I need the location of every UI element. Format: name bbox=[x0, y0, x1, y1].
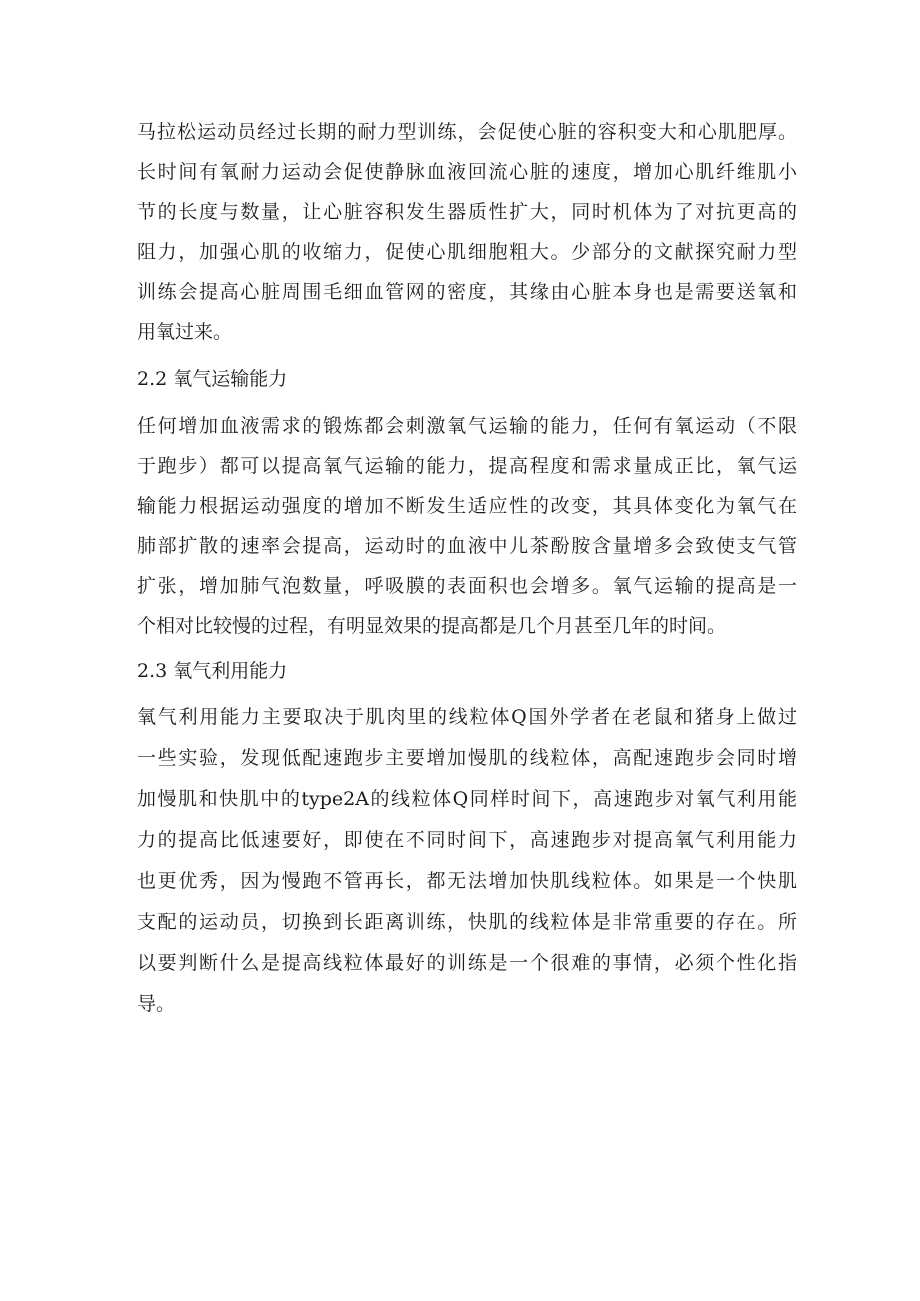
text-line: 个相对比较慢的过程，有明显效果的提高都是几个月甚至几年的时间。 bbox=[137, 615, 727, 637]
section-heading-2-3: 2.3 氧气利用能力 bbox=[137, 660, 288, 682]
text-line: 输能力根据运动强度的增加不断发生适应性的改变，其具体变化为氧气在 bbox=[137, 495, 797, 517]
text-line: 任何增加血液需求的锻炼都会刺激氧气运输的能力，任何有氧运动（不限 bbox=[137, 415, 797, 437]
text-line: 氧气利用能力主要取决于肌肉里的线粒体Q国外学者在老鼠和猪身上做过 bbox=[137, 706, 797, 728]
section-heading-2-2: 2.2 氧气运输能力 bbox=[137, 368, 288, 390]
text-line: 支配的运动员，切换到长距离训练，快肌的线粒体是非常重要的存在。所 bbox=[137, 911, 797, 933]
text-line: 扩张，增加肺气泡数量，呼吸膜的表面积也会增多。氧气运输的提高是一 bbox=[137, 575, 797, 597]
text-line: 力的提高比低速要好，即使在不同时间下，高速跑步对提高氧气利用能力 bbox=[137, 829, 797, 851]
text-line: 导。 bbox=[137, 993, 176, 1015]
text-line: 阻力，加强心肌的收缩力，促使心肌细胞粗大。少部分的文献探究耐力型 bbox=[137, 241, 797, 263]
text-line: 长时间有氧耐力运动会促使静脉血液回流心脏的速度，增加心肌纤维肌小 bbox=[137, 161, 797, 183]
text-line: 加慢肌和快肌中的type2A的线粒体Q同样时间下，高速跑步对氧气利用能 bbox=[137, 788, 797, 810]
text-line: 马拉松运动员经过长期的耐力型训练，会促使心脏的容积变大和心肌肥厚。 bbox=[137, 121, 797, 143]
text-line: 一些实验，发现低配速跑步主要增加慢肌的线粒体，高配速跑步会同时增 bbox=[137, 747, 797, 769]
text-line: 以要判断什么是提高线粒体最好的训练是一个很难的事情，必须个性化指 bbox=[137, 952, 797, 974]
text-line: 用氧过来。 bbox=[137, 321, 233, 343]
text-line: 于跑步）都可以提高氧气运输的能力，提高程度和需求量成正比，氧气运 bbox=[137, 455, 797, 477]
text-line: 节的长度与数量，让心脏容积发生器质性扩大，同时机体为了对抗更高的 bbox=[137, 201, 797, 223]
text-line: 也更优秀，因为慢跑不管再长，都无法增加快肌线粒体。如果是一个快肌 bbox=[137, 870, 797, 892]
text-line: 训练会提高心脏周围毛细血管网的密度，其缘由心脏本身也是需要送氧和 bbox=[137, 281, 797, 303]
text-line: 肺部扩散的速率会提高，运动时的血液中儿茶酚胺含量增多会致使支气管 bbox=[137, 535, 797, 557]
